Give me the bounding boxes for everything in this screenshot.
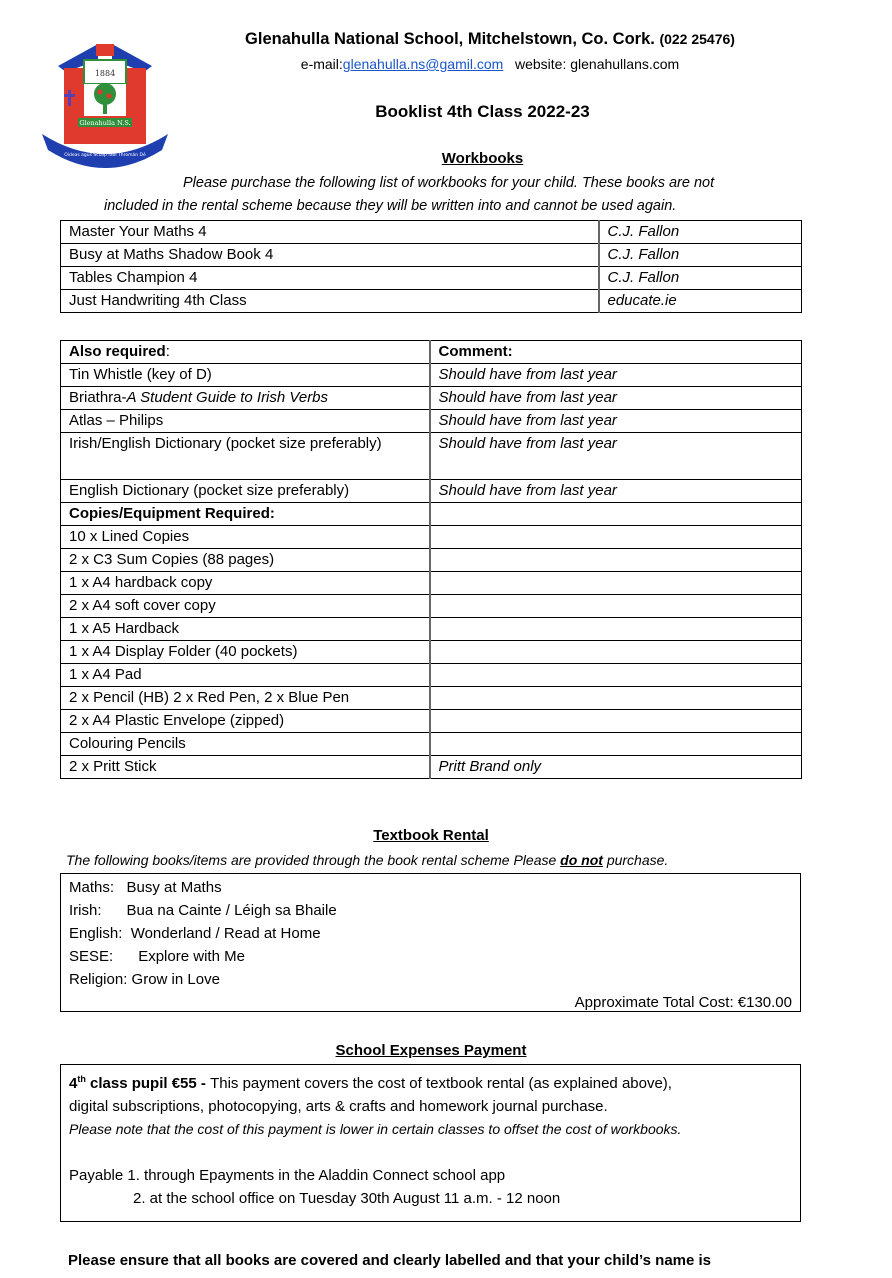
table-row (61, 641, 802, 664)
required-comment: Should have from last year (430, 433, 802, 480)
workbook-publisher: C.J. Fallon (599, 267, 802, 290)
required-comment: Should have from last year (430, 387, 802, 410)
table-row (61, 664, 802, 687)
equipment-comment (430, 710, 802, 733)
school-phone: (022 25476) (659, 31, 735, 47)
table-row (61, 756, 802, 779)
required-comment: Should have from last year (430, 364, 802, 387)
svg-text:1884: 1884 (94, 69, 116, 78)
equipment-comment (430, 733, 802, 756)
table-row (61, 267, 802, 290)
email-label: e-mail: (300, 56, 343, 72)
school-crest-icon (38, 38, 172, 168)
table-row (61, 572, 802, 595)
payment-heading: School Expenses Payment (335, 1042, 527, 1059)
equipment-comment (430, 687, 802, 710)
equipment-item: 10 x Lined Copies (61, 526, 430, 549)
table-row (61, 595, 802, 618)
comment-header: Comment: (430, 341, 802, 364)
equipment-comment (430, 572, 802, 595)
workbooks-heading: Workbooks (441, 150, 524, 167)
workbook-title: Tables Champion 4 (61, 267, 599, 290)
payment-note: Please note that the cost of this payment is lower in certain classes to offset the cost of workbooks. (69, 1121, 682, 1137)
table-row (61, 364, 802, 387)
equipment-item: 1 x A5 Hardback (61, 618, 430, 641)
table-row (61, 710, 802, 733)
required-item: Atlas – Philips (61, 410, 430, 433)
equipment-item: Colouring Pencils (61, 733, 430, 756)
table-row (61, 618, 802, 641)
table-row (61, 687, 802, 710)
website-text: website: glenahullans.com (514, 56, 680, 72)
svg-text:Oideas agus Scláip faoi Thromá: Oideas agus Scláip faoi Thromán Dé (64, 153, 146, 158)
table-row (61, 549, 802, 572)
do-not-emphasis: do not (560, 852, 603, 868)
payment-lead: 4th class pupil €55 - This payment covers the cost of textbook rental (as explained above), (69, 1074, 672, 1092)
equipment-comment: Pritt Brand only (430, 756, 802, 779)
payment-box (60, 1064, 801, 1222)
equipment-comment (430, 526, 802, 549)
workbook-title: Just Handwriting 4th Class (61, 290, 599, 313)
email-link[interactable]: glenahulla.ns@gamil.com (342, 56, 504, 72)
table-row (61, 433, 802, 480)
equipment-comment (430, 641, 802, 664)
workbook-publisher: C.J. Fallon (599, 244, 802, 267)
equipment-comment (430, 618, 802, 641)
workbooks-intro-line1: Please purchase the following list of workbooks for your child. These books are not (183, 175, 715, 191)
workbook-publisher: C.J. Fallon (599, 221, 802, 244)
rental-line: SESE: Explore with Me (69, 948, 245, 965)
required-item: Irish/English Dictionary (pocket size preferably) (61, 433, 430, 480)
equipment-comment (430, 595, 802, 618)
also-required-header: Also required: (61, 341, 430, 364)
rental-intro: The following books/items are provided through the book rental scheme Please do not purchase. (66, 852, 669, 868)
contact-line (170, 56, 810, 72)
equipment-comment (430, 549, 802, 572)
table-row (61, 526, 802, 549)
rental-heading: Textbook Rental (373, 827, 489, 844)
equipment-header-comment (430, 503, 802, 526)
table-row (61, 387, 802, 410)
table-row (61, 290, 802, 313)
table-row (61, 733, 802, 756)
equipment-item: 2 x Pritt Stick (61, 756, 430, 779)
equipment-item: 1 x A4 Pad (61, 664, 430, 687)
required-comment: Should have from last year (430, 410, 802, 433)
table-header-row (61, 341, 802, 364)
rental-total-cost: Approximate Total Cost: €130.00 (574, 994, 792, 1011)
rental-line: Irish: Bua na Cainte / Léigh sa Bhaile (69, 902, 337, 919)
footer-note: Please ensure that all books are covered and clearly labelled and that your child’s name is (68, 1252, 712, 1269)
payment-line2: digital subscriptions, photocopying, arts & crafts and homework journal purchase. (69, 1098, 608, 1115)
equipment-item: 1 x A4 Display Folder (40 pockets) (61, 641, 430, 664)
required-comment: Should have from last year (430, 480, 802, 503)
equipment-item: 2 x A4 Plastic Envelope (zipped) (61, 710, 430, 733)
workbook-title: Busy at Maths Shadow Book 4 (61, 244, 599, 267)
svg-text:Glenahulla N.S.: Glenahulla N.S. (79, 119, 131, 127)
payable-option-2: 2. at the school office on Tuesday 30th August 11 a.m. - 12 noon (133, 1190, 561, 1207)
rental-line: Maths: Busy at Maths (69, 879, 222, 896)
school-name: Glenahulla National School, Mitchelstown, Co. Cork. (245, 30, 655, 48)
equipment-header: Copies/Equipment Required: (61, 503, 430, 526)
page-title: Booklist 4th Class 2022-23 (375, 102, 590, 121)
table-row (61, 410, 802, 433)
equipment-item: 1 x A4 hardback copy (61, 572, 430, 595)
rental-box (60, 873, 801, 1012)
equipment-item: 2 x Pencil (HB) 2 x Red Pen, 2 x Blue Pen (61, 687, 430, 710)
workbooks-table (60, 220, 802, 313)
equipment-item: 2 x A4 soft cover copy (61, 595, 430, 618)
workbook-title: Master Your Maths 4 (61, 221, 599, 244)
required-item: Tin Whistle (key of D) (61, 364, 430, 387)
rental-line: Religion: Grow in Love (69, 971, 220, 988)
rental-line: English: Wonderland / Read at Home (69, 925, 321, 942)
also-required-table (60, 340, 802, 779)
table-row (61, 221, 802, 244)
payable-option-1: Payable 1. through Epayments in the Aladdin Connect school app (69, 1167, 506, 1184)
workbooks-intro-line2: included in the rental scheme because they will be written into and cannot be used again. (104, 198, 677, 214)
equipment-comment (430, 664, 802, 687)
workbook-publisher: educate.ie (599, 290, 802, 313)
required-item: Briathra-A Student Guide to Irish Verbs (61, 387, 430, 410)
table-row (61, 480, 802, 503)
table-subheader-row (61, 503, 802, 526)
required-item: English Dictionary (pocket size preferably) (61, 480, 430, 503)
school-name-heading (170, 30, 810, 49)
table-row (61, 244, 802, 267)
equipment-item: 2 x C3 Sum Copies (88 pages) (61, 549, 430, 572)
